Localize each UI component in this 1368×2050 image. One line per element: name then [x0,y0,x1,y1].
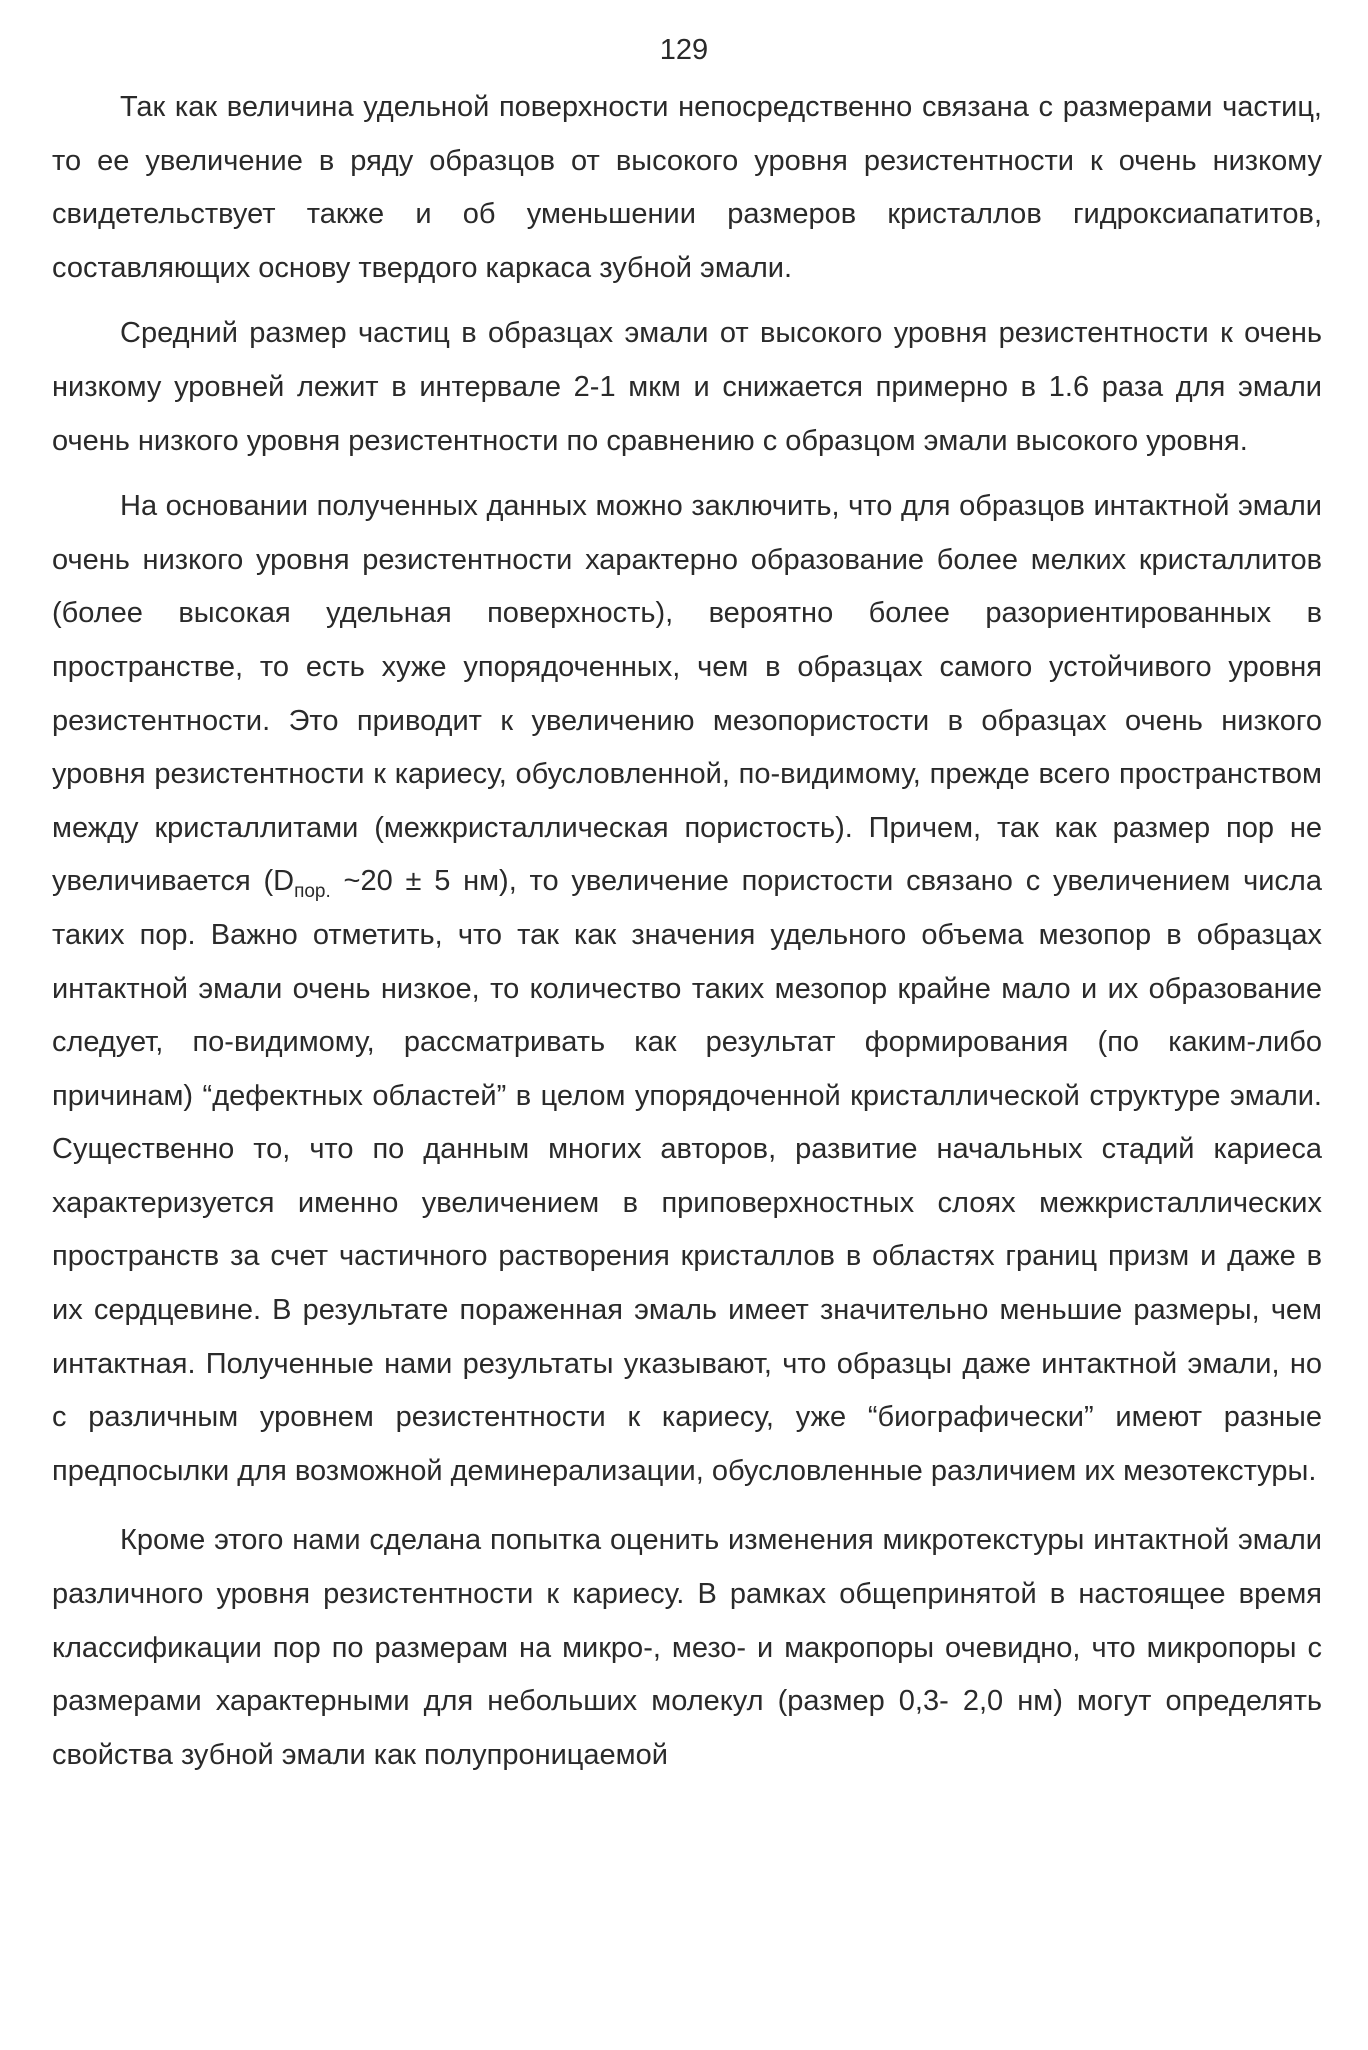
pore-diameter-subscript: пор. [294,881,331,903]
paragraph-conclusion-part-1: На основании полученных данных можно заключить, что для образцов интактной эмали очень низкого уровня резистентности характерно образование более мелких кристаллитов (более высокая удельная поверхность), вероятно более разориентированных в пространстве, то есть хуже упорядоченных, чем в образцах самого устойчивого уровня резистентности. Это приводит к увеличению мезопористости в образцах очень низкого уровня резистентности к кариесу, обусловленной, по-видимому, прежде всего пространством между кристаллитами (межкристаллическая пористость). Причем, так как размер пор не увеличивается (D [52,490,1322,898]
paragraph-microtexture: Кроме этого нами сделана попытка оценить изменения микротекстуры интактной эмали различного уровня резистентности к кариесу. В рамках общепринятой в настоящее время классификации пор по размерам на микро-, мезо- и макропоры очевидно, что микропоры с размерами характерными для небольших молекул (размер 0,3- 2,0 нм) могут определять свойства зубной эмали как полупроницаемой [52,1524,1322,1771]
paragraph-conclusion [52,480,1322,1498]
body-text [52,81,1322,1782]
page-number: 129 [659,34,709,66]
paragraph-specific-surface: Так как величина удельной поверхности непосредственно связана с размерами частиц, то ее увеличение в ряду образцов от высокого уровня резистентности к очень низкому свидетельствует также и об уменьшении размеров кристаллов гидроксиапатитов, составляющих основу твердого каркаса зубной эмали. [52,91,1322,284]
paragraph-particle-size: Средний размер частиц в образцах эмали от высокого уровня резистентности к очень низкому уровней лежит в интервале 2-1 мкм и снижается примерно в 1.6 раза для эмали очень низкого уровня резистентности по сравнению с образцом эмали высокого уровня. [52,317,1322,457]
paragraph-conclusion-part-2: ~20 ± 5 нм), то увеличение пористости связано с увеличением числа таких пор. Важно отметить, что так как значения удельного объема мезопор в образцах интактной эмали очень низкое, то количество таких мезопор крайне мало и их образование следует, по-видимому, рассматривать как результат формирования (по каким-либо причинам) “дефектных областей” в целом упорядоченной кристаллической структуре эмали. Существенно то, что по данным многих авторов, развитие начальных стадий кариеса характеризуется именно увеличением в приповерхностных слоях межкристаллических пространств за счет частичного растворения кристаллов в областях границ призм и даже в их сердцевине. В результате пораженная эмаль имеет значительно меньшие размеры, чем интактная. Полученные нами результаты указывают, что образцы даже интактной эмали, но с различным уровнем резистентности к кариесу, уже “биографически” имеют разные предпосылки для возможной деминерализации, обусловленные различием их мезотекстуры. [52,865,1322,1487]
